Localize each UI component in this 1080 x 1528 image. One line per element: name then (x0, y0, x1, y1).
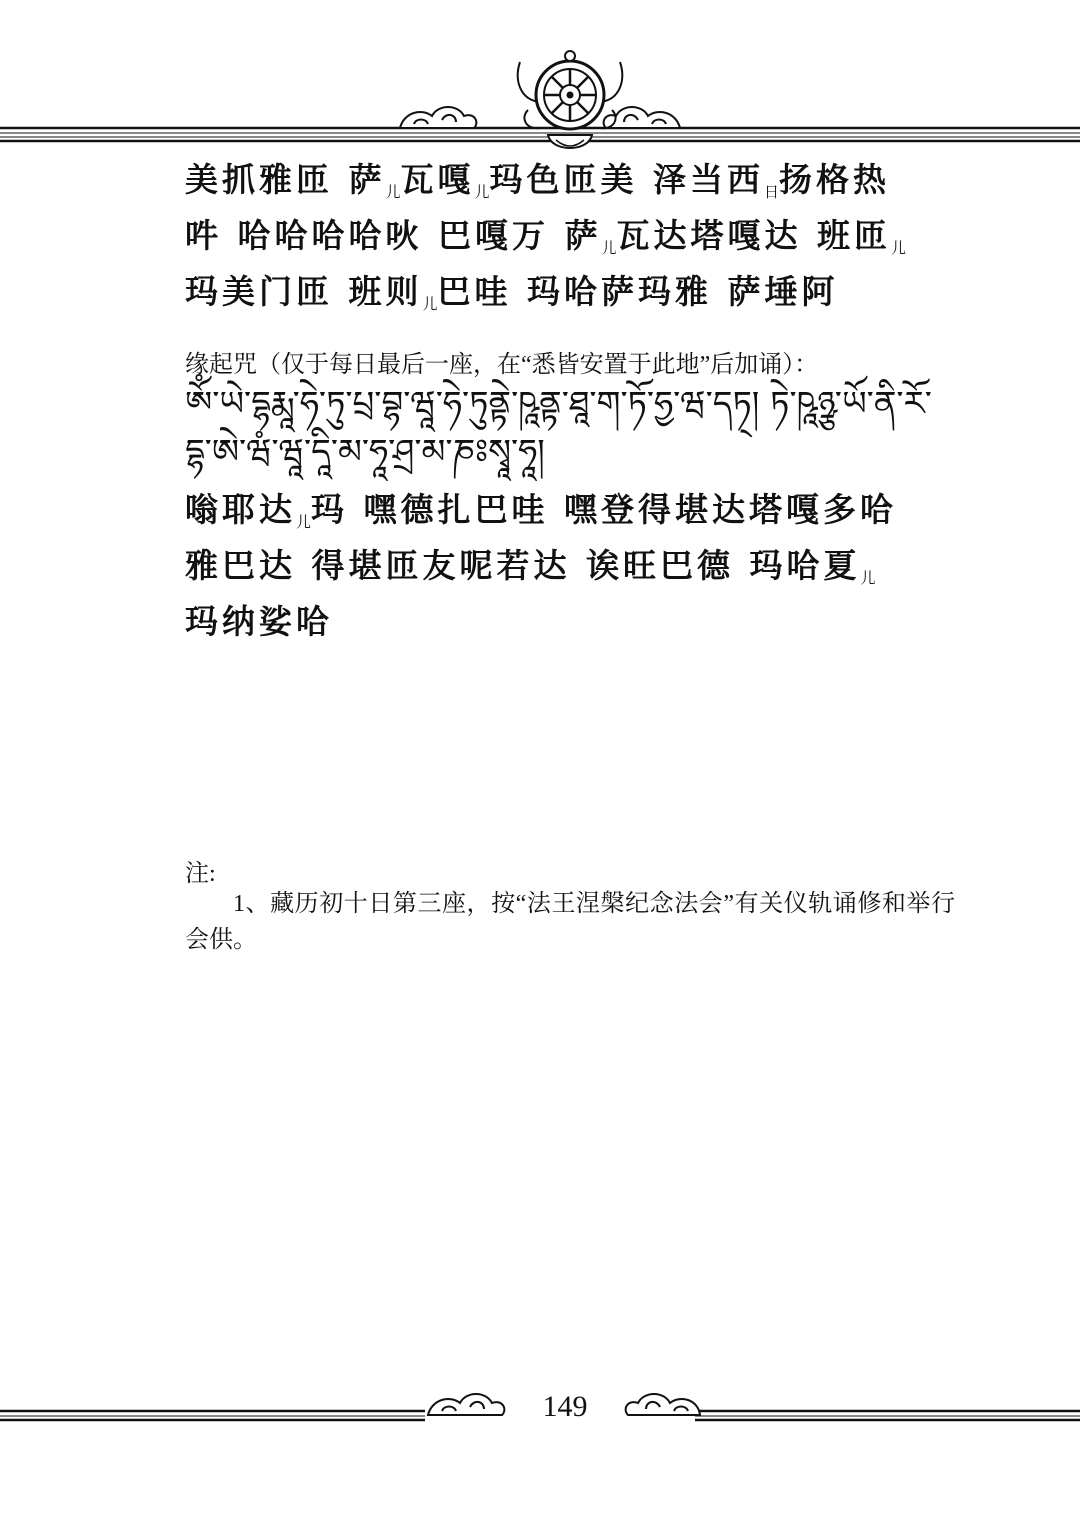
mantra-text: 瓦嘎 (400, 160, 475, 199)
mantra-marker: 儿 (296, 513, 312, 531)
tibetan-mantra: ཨོཾ་ཡེ་དྷརྨཱ་ཧེ་ཏུ་པྲ་བྷ་ཝཱ་ཧེ་ཏུནྟེ་ཥཱནྟ་ཐཱ་ག་ཏོ་ཧྱ་ཝ་དཏ྄། ཏེ་ཥཱཉྩ་ཡོ་ནི་རོ་དྷ་ཨེ་ཝཾ་ཝཱ་དཱི་མ་ཧཱ་ཤྲ་མ་ཎཿསྭཱ་ཧཱ། (185, 384, 932, 472)
mantra-text: 吽 哈哈哈哈吙 巴嘎万 萨 (185, 216, 602, 255)
cloud-left-icon (428, 1394, 504, 1415)
mantra-line (185, 544, 897, 600)
mantra-text: 瓦达塔嘎达 班匝 (616, 216, 891, 255)
section-heading: 缘起咒（仅于每日最后一座，在“悉皆安置于此地”后加诵）： (185, 352, 819, 378)
mantra-line (185, 214, 906, 270)
mantra-marker: 儿 (890, 239, 906, 257)
mantra-text: 玛纳娑哈 (185, 602, 333, 641)
mantra-text: 扬格热 (779, 160, 891, 199)
cloud-left-icon (400, 107, 476, 128)
mantra-marker: 儿 (474, 183, 490, 201)
mantra-text: 玛色匝美 泽当西 (489, 160, 765, 199)
mantra-marker: 儿 (385, 183, 401, 201)
mantra-text: 巴哇 玛哈萨玛雅 萨埵阿 (437, 272, 839, 311)
header-rule (0, 128, 1080, 141)
mantra-line (185, 488, 897, 544)
mantra-line (185, 600, 897, 644)
mantra-text: 嗡耶达 (185, 490, 296, 529)
note-text: 1、藏历初十日第三座，按“法王涅槃纪念法会”有关仪轨诵修和举行会供。 (185, 891, 955, 953)
mantra-text: 玛美门匝 班则 (185, 272, 423, 311)
mantra-marker: 儿 (860, 569, 876, 587)
mantra-marker: 日 (764, 183, 780, 201)
mantra-marker: 儿 (422, 295, 438, 313)
mantra-text: 雅巴达 得堪匝友呢若达 诶旺巴德 玛哈夏 (185, 546, 861, 585)
mantra-block-1 (185, 158, 906, 326)
mantra-block-2 (185, 488, 897, 644)
mantra-text: 美抓雅匝 萨 (185, 160, 386, 199)
cloud-right-icon (626, 1394, 700, 1415)
mantra-line (185, 158, 906, 214)
mantra-text: 玛 嘿德扎巴哇 嘿登得堪达塔嘎多哈 (311, 490, 897, 529)
mantra-line (185, 270, 906, 326)
page-number: 149 (542, 1390, 588, 1423)
header-ornament (0, 40, 1080, 160)
note-label: 注: (185, 861, 216, 887)
mantra-marker: 儿 (601, 239, 617, 257)
